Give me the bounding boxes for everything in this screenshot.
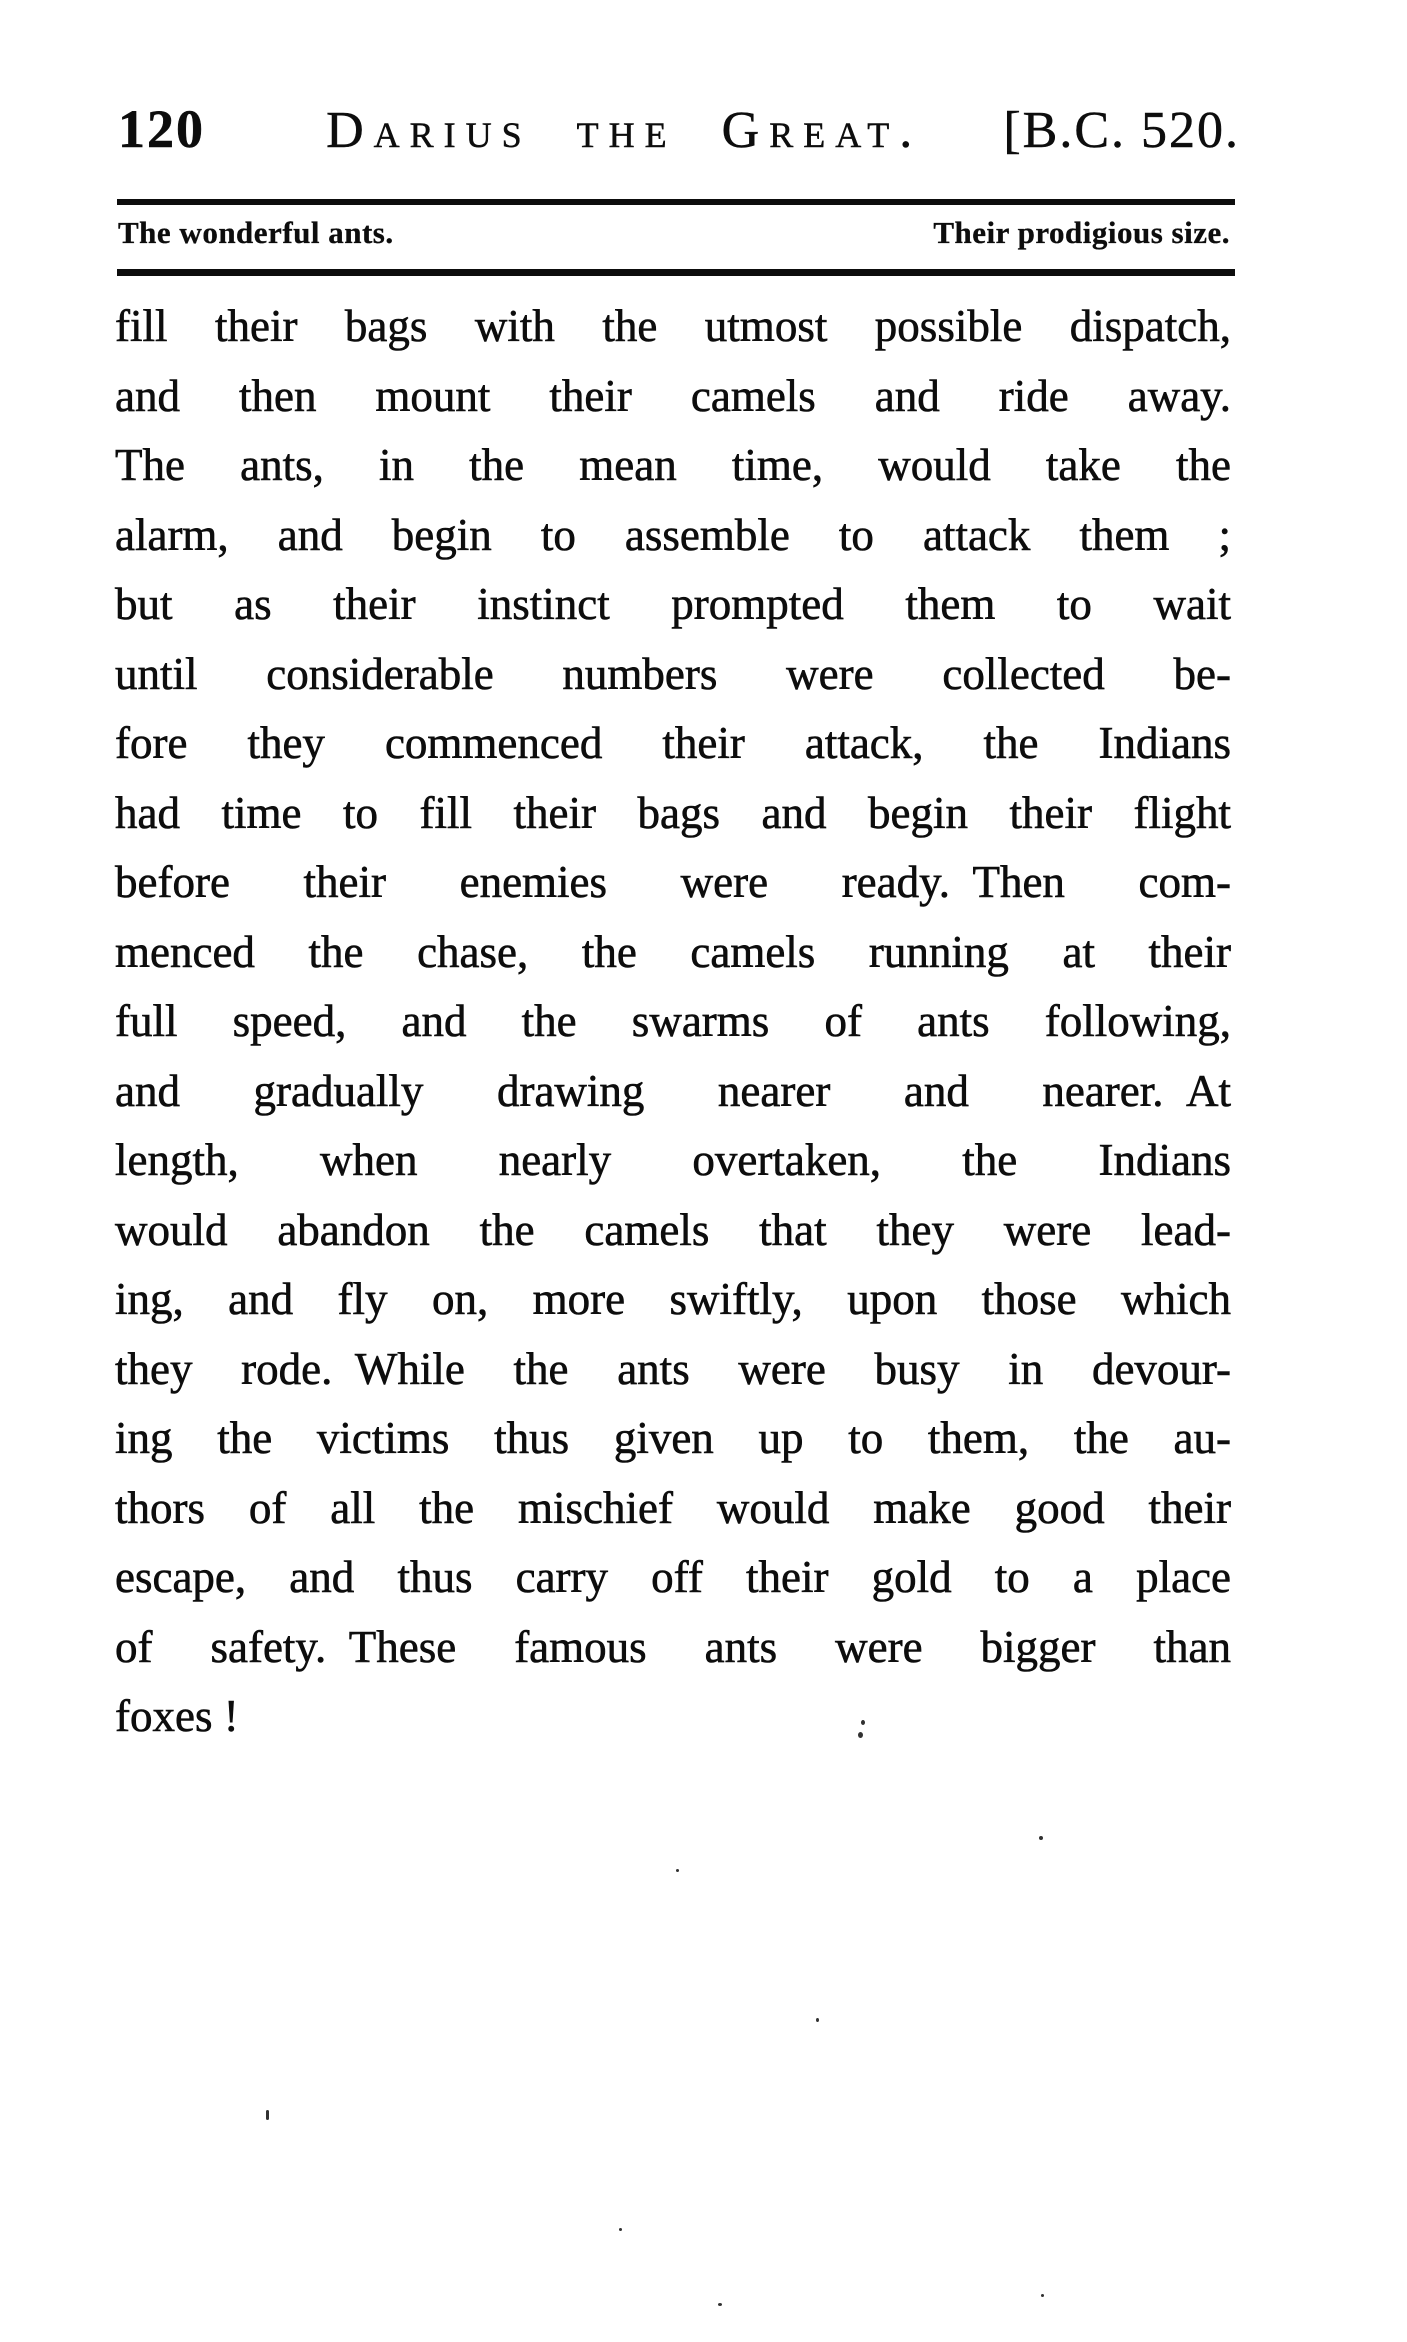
body-line: until considerable numbers were collected be- bbox=[115, 648, 1231, 699]
scan-speck bbox=[861, 1720, 865, 1725]
page-title: Darius the Great. bbox=[326, 102, 923, 159]
body-line: foxes ! bbox=[115, 1691, 239, 1741]
running-head-left: The wonderful ants. bbox=[118, 215, 394, 250]
header-date-label: [B.C. 520. bbox=[1003, 102, 1240, 159]
body-line: full speed, and the swarms of ants following, bbox=[115, 996, 1231, 1046]
running-heads bbox=[118, 214, 1230, 252]
body-line: ing the victims thus given up to them, the au- bbox=[115, 1413, 1231, 1463]
scan-speck bbox=[718, 2303, 722, 2306]
body-line: but as their instinct prompted them to wait bbox=[115, 579, 1231, 629]
body-line: fore they commenced their attack, the Indians bbox=[115, 718, 1231, 768]
body-line: escape, and thus carry off their gold to a place bbox=[115, 1552, 1231, 1602]
scan-speck bbox=[858, 1732, 863, 1738]
body-line: fill their bags with the utmost possible dispatch, bbox=[115, 301, 1231, 351]
body-line: and gradually drawing nearer and nearer. At bbox=[115, 1065, 1231, 1116]
header-rule-top bbox=[117, 199, 1235, 205]
scan-speck bbox=[1041, 2294, 1044, 2297]
scan-speck bbox=[1039, 1836, 1043, 1840]
body-line: before their enemies were ready. Then com- bbox=[115, 857, 1231, 907]
running-head-right: Their prodigious size. bbox=[933, 215, 1230, 250]
header-rule-bottom bbox=[117, 269, 1235, 276]
body-line: had time to fill their bags and begin their flight bbox=[115, 787, 1231, 838]
body-line: and then mount their camels and ride away. bbox=[115, 370, 1231, 421]
scan-speck bbox=[619, 2228, 622, 2231]
body-line: of safety. These famous ants were bigger than bbox=[115, 1621, 1231, 1672]
body-line: thors of all the mischief would make good their bbox=[115, 1482, 1231, 1533]
body-line: length, when nearly overtaken, the Indians bbox=[115, 1135, 1231, 1185]
body-line: ing, and fly on, more swiftly, upon those which bbox=[115, 1274, 1231, 1324]
body-line: menced the chase, the camels running at their bbox=[115, 926, 1231, 977]
page-number: 120 bbox=[118, 99, 205, 159]
page-header bbox=[118, 98, 1240, 160]
body-line: would abandon the camels that they were lead- bbox=[115, 1204, 1231, 1255]
body-text bbox=[115, 292, 1231, 1752]
scan-speck bbox=[816, 2018, 819, 2022]
body-line: they rode. While the ants were busy in devour- bbox=[115, 1343, 1231, 1394]
body-line: alarm, and begin to assemble to attack them ; bbox=[115, 509, 1231, 560]
scan-speck bbox=[676, 1869, 679, 1872]
body-line: The ants, in the mean time, would take the bbox=[115, 440, 1231, 490]
scan-speck bbox=[266, 2110, 269, 2120]
